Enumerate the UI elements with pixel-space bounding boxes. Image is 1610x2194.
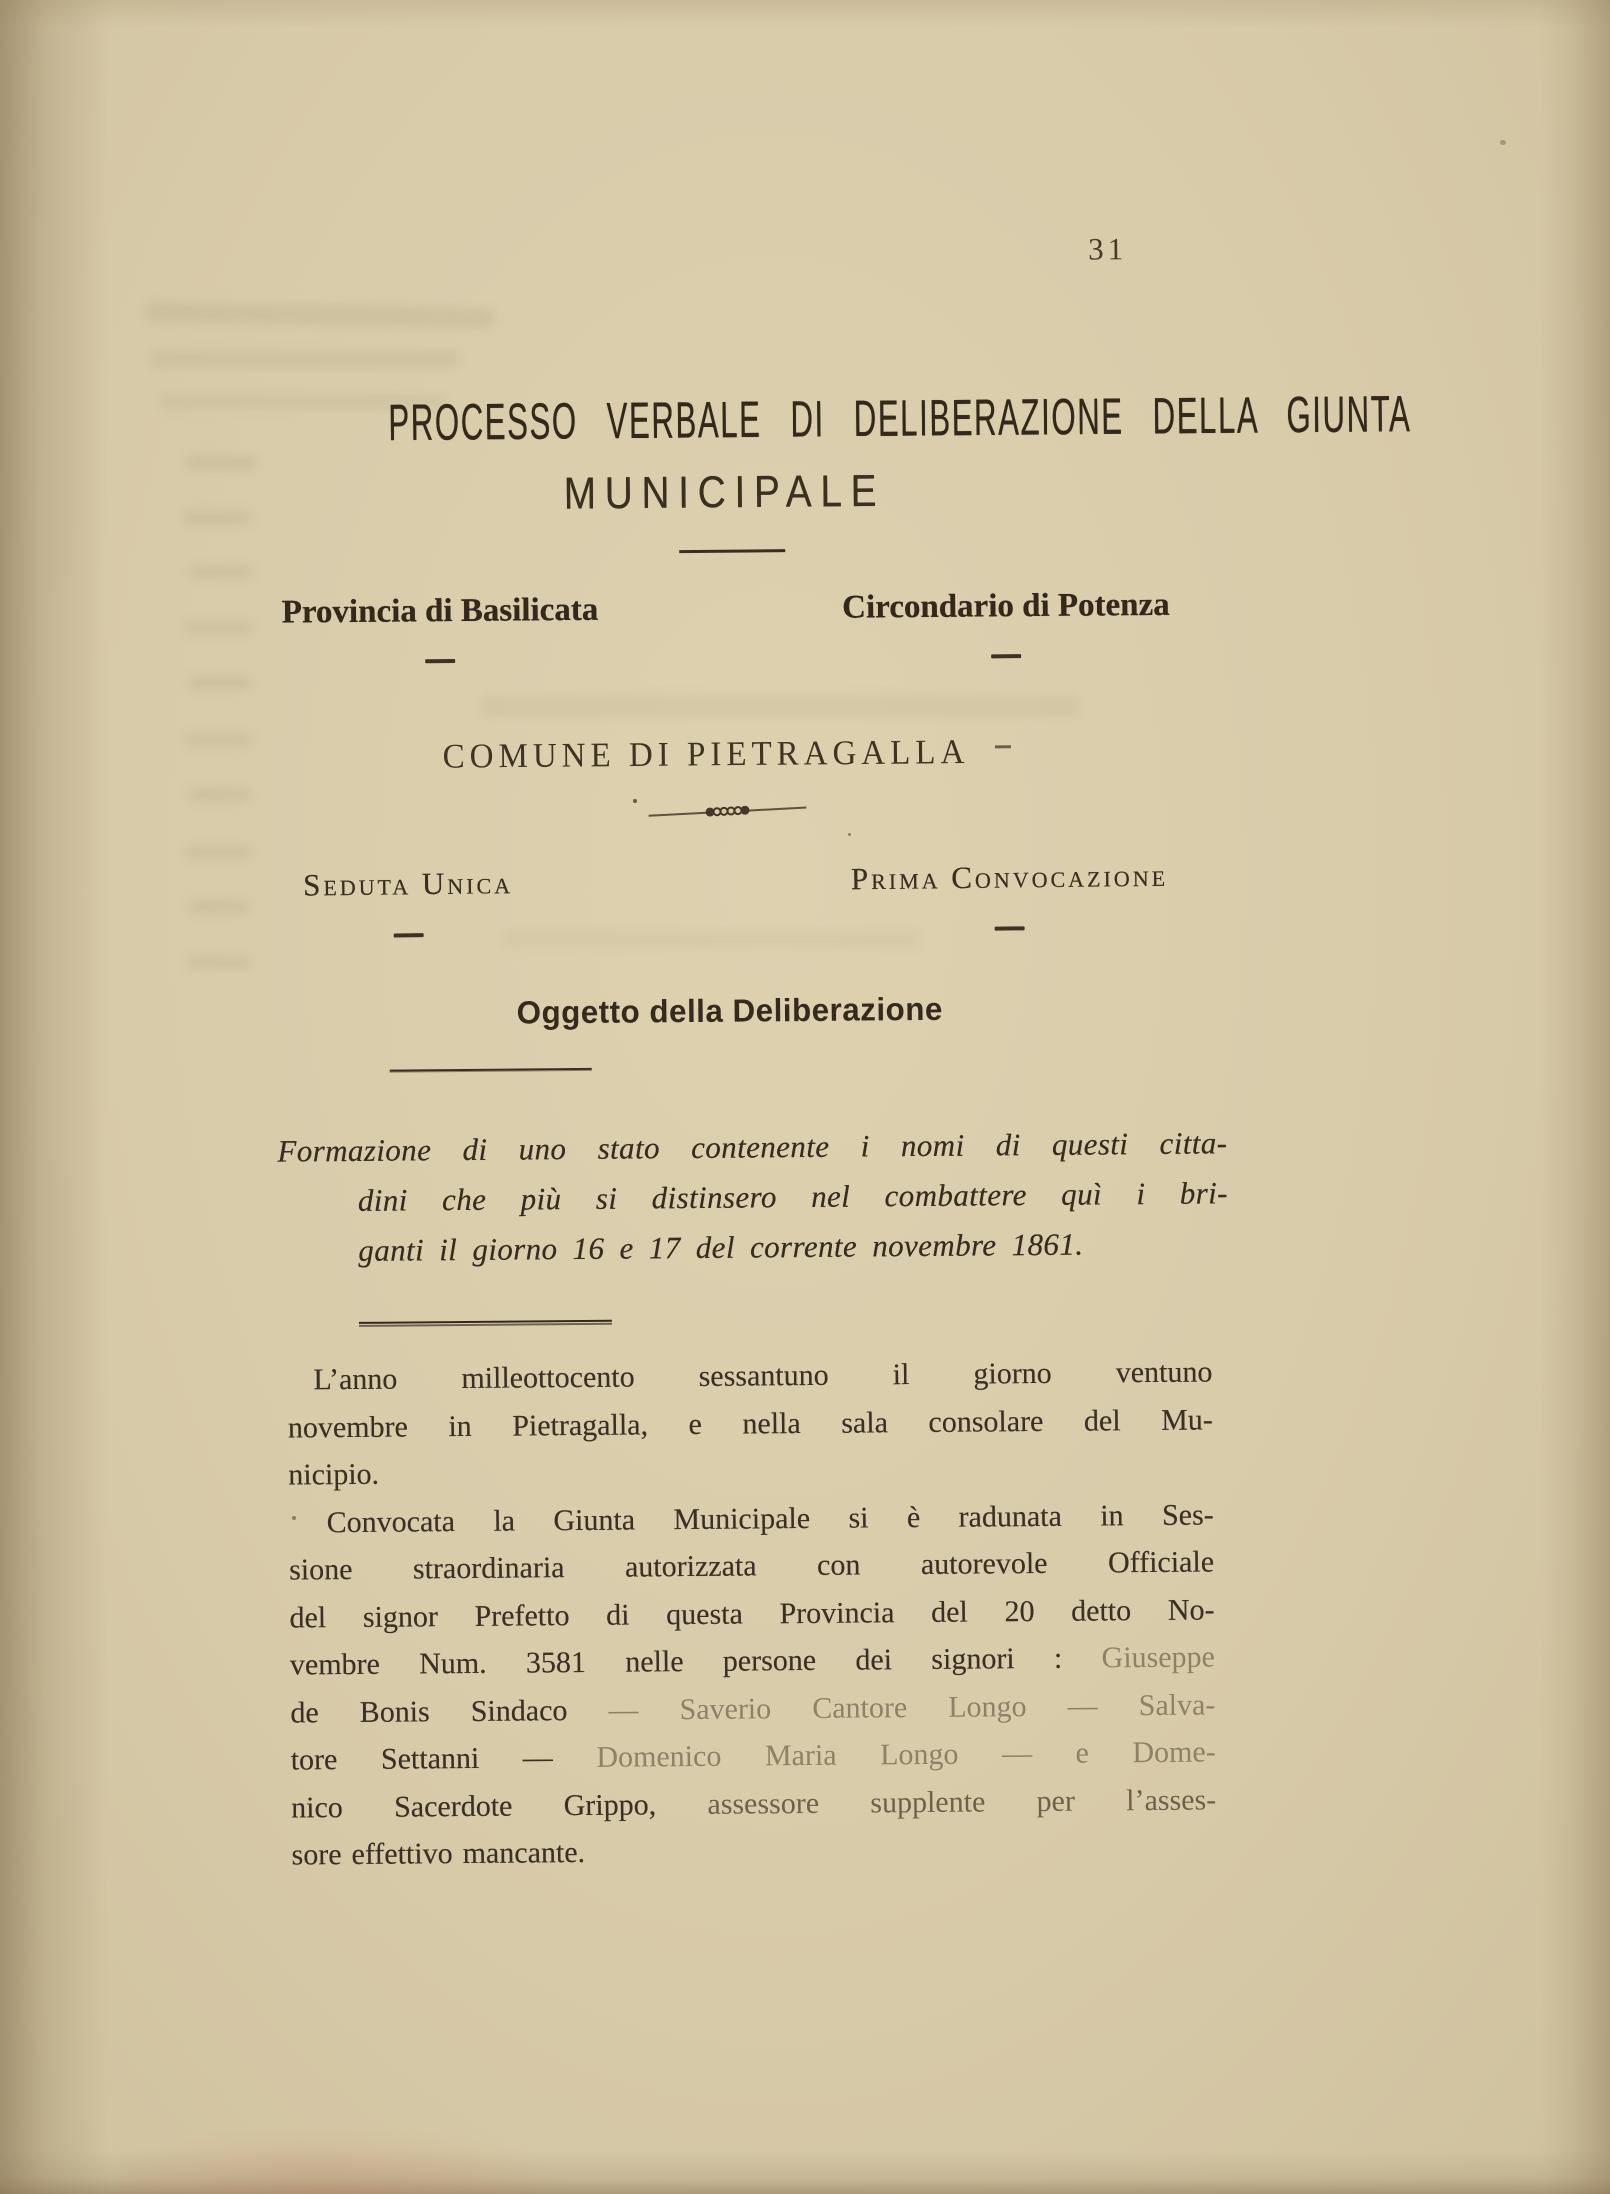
minutes-body-text bbox=[287, 1348, 1217, 1879]
body-line-segment-faded: Domenico Maria Longo — e Dome- bbox=[596, 1735, 1216, 1774]
title-divider-rule bbox=[679, 549, 785, 553]
body-line: del signor Prefetto di questa Provincia del 20 detto No- bbox=[289, 1592, 1215, 1635]
body-line: Convocata la Giunta Municipale si è radunata in Ses- bbox=[326, 1497, 1214, 1539]
body-line: novembre in Pietragalla, e nella sala consolare del Mu- bbox=[287, 1402, 1213, 1445]
province-label: Provincia di Basilicata bbox=[281, 591, 599, 631]
object-heading-text: Oggetto della Deliberazione bbox=[515, 990, 943, 1031]
session-dash bbox=[394, 933, 424, 937]
convocation-dash bbox=[995, 926, 1025, 930]
comune-heading bbox=[247, 732, 1207, 777]
object-heading-rule bbox=[390, 1068, 592, 1073]
ornament-line-right bbox=[748, 806, 806, 811]
body-line bbox=[291, 1776, 1216, 1832]
convocation-label: Prima Convocazione bbox=[850, 857, 1169, 897]
district-cell bbox=[842, 587, 1170, 660]
session-cell bbox=[303, 865, 514, 938]
body-line-segment: vembre Num. 3581 nelle persone dei signori : bbox=[289, 1641, 1102, 1682]
ornament-line-left bbox=[649, 811, 707, 816]
district-label: Circondario di Potenza bbox=[842, 586, 1170, 626]
session-label: Seduta Unica bbox=[302, 865, 514, 903]
object-line: ganti il giorno 16 e 17 del corrente novembre 1861. bbox=[358, 1226, 1084, 1268]
page-number: 31 bbox=[1087, 231, 1128, 267]
body-line-segment: tore Settanni — bbox=[290, 1740, 597, 1777]
object-bottom-rule bbox=[359, 1320, 612, 1327]
document-title-line1 bbox=[244, 386, 1412, 452]
body-line: L’anno milleottocento sessantuno il giorno ventuno bbox=[313, 1355, 1213, 1397]
province-district-row bbox=[246, 586, 1207, 664]
body-line-segment-faded: Giuseppe bbox=[1101, 1640, 1216, 1675]
body-line bbox=[290, 1633, 1215, 1689]
province-cell bbox=[282, 592, 599, 665]
comune-tail-dash bbox=[995, 745, 1011, 748]
province-dash bbox=[425, 659, 455, 663]
document-title-line1-text: PROCESSO VERBALE DI DELIBERAZIONE DELLA GIUNTA bbox=[388, 386, 1412, 452]
convocation-cell bbox=[851, 858, 1169, 933]
district-dash bbox=[991, 654, 1021, 658]
body-line-segment: de Bonis Sindaco bbox=[290, 1693, 609, 1730]
body-line bbox=[291, 1728, 1216, 1784]
object-line: Formazione di uno stato contenente i nomi di questi citta- bbox=[277, 1125, 1228, 1169]
document-title-line2-text: MUNICIPALE bbox=[563, 466, 886, 519]
comune-label: COMUNE DI PIETRAGALLA bbox=[442, 733, 970, 777]
body-line: sione straordinaria autorizzata con autorevole Officiale bbox=[288, 1545, 1215, 1587]
ornamental-divider bbox=[248, 782, 1207, 841]
body-line: nicipio. bbox=[288, 1457, 380, 1492]
session-row bbox=[248, 857, 1209, 939]
body-line bbox=[290, 1681, 1215, 1737]
body-line-segment-faded: assessore supplente per l’asses- bbox=[707, 1782, 1217, 1821]
body-line-segment-faded: — Saverio Cantore Longo — Salva- bbox=[608, 1687, 1216, 1727]
object-heading bbox=[249, 988, 1209, 1033]
object-line: dini che più si distinsero nel combattere quì i bri- bbox=[357, 1175, 1229, 1218]
deliberation-object-text bbox=[277, 1118, 1228, 1276]
body-line: sore effettivo mancante. bbox=[291, 1835, 586, 1872]
body-line-segment: nico Sacerdote Grippo, bbox=[291, 1787, 708, 1825]
document-title-line2 bbox=[245, 466, 1205, 519]
